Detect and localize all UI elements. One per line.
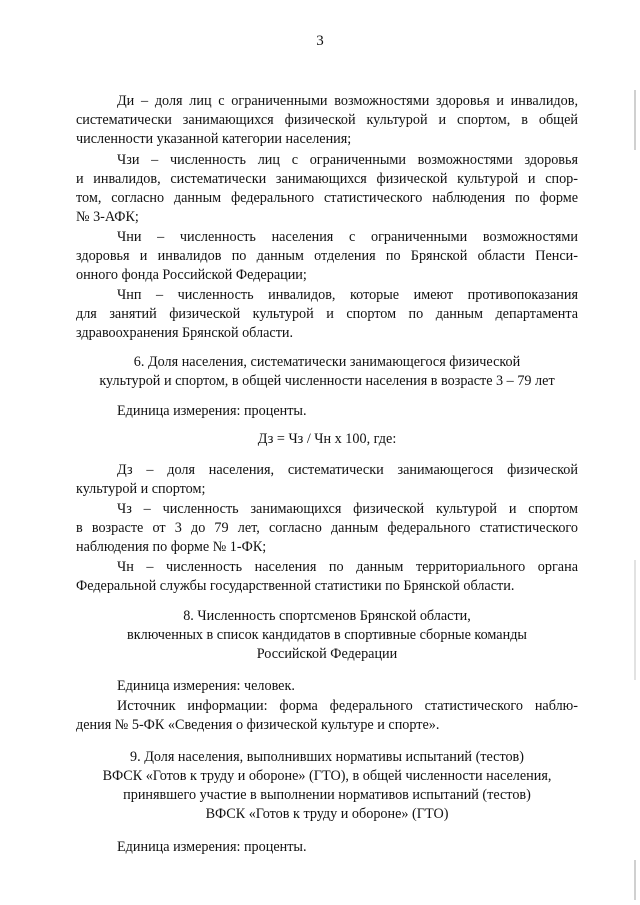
definition-di-line-2: систематически занимающихся физической культурой и спортом, в общей — [76, 112, 578, 128]
definition-chz-line-1: Чз – численность занимающихся физической культурой и спортом — [117, 501, 578, 517]
section-8-unit: Единица измерения: человек. — [117, 678, 295, 694]
page-number: 3 — [316, 33, 324, 49]
definition-chni-line-2: здоровья и инвалидов по данным отделения по Брянской области Пенси- — [76, 248, 578, 264]
section-9-heading-line-1: 9. Доля населения, выполнивших нормативы испытаний (тестов) — [130, 749, 524, 765]
scan-edge-mark — [634, 90, 636, 150]
definition-chz-line-2: в возрасте от 3 до 79 лет, согласно данным федерального статистического — [76, 520, 578, 536]
definition-chni-line-3: онного фонда Российской Федерации; — [76, 267, 307, 283]
definition-chni-line-1: Чни – численность населения с ограниченными возможностями — [117, 229, 578, 245]
scan-edge-mark — [634, 860, 636, 900]
definition-di-line-1: Ди – доля лиц с ограниченными возможностями здоровья и инвалидов, — [117, 93, 578, 109]
definition-chzi-line-3: том, согласно данным федерального статистического наблюдения по форме — [76, 190, 578, 206]
definition-chnp-line-2: для занятий физической культурой и спортом по данным департамента — [76, 306, 578, 322]
section-9-heading-line-3: принявшего участие в выполнении нормативов испытаний (тестов) — [123, 787, 531, 803]
section-6-heading-line-1: 6. Доля населения, систематически занимающегося физической — [133, 354, 521, 370]
definition-chzi-line-2: и инвалидов, систематически занимающихся физической культурой и спор- — [76, 171, 578, 187]
section-9-heading-line-4: ВФСК «Готов к труду и обороне» (ГТО) — [205, 806, 449, 822]
definition-chnp-line-1: Чнп – численность инвалидов, которые имеют противопоказания — [117, 287, 578, 303]
scan-edge-mark — [634, 560, 636, 680]
section-9-heading-line-2: ВФСК «Готов к труду и обороне» (ГТО), в общей численности населения, — [102, 768, 552, 784]
definition-chzi-line-4: № 3-АФК; — [76, 209, 139, 225]
definition-dz-line-1: Дз – доля населения, систематически занимающегося физической — [117, 462, 578, 478]
definition-dz-line-2: культурой и спортом; — [76, 481, 206, 497]
section-6-formula: Дз = Чз / Чн х 100, где: — [257, 431, 397, 447]
section-9-unit: Единица измерения: проценты. — [117, 839, 307, 855]
section-8-heading-line-2: включенных в список кандидатов в спортивные сборные команды — [127, 627, 527, 643]
definition-chn-line-2: Федеральной службы государственной статистики по Брянской области. — [76, 578, 515, 594]
section-8-heading-line-3: Российской Федерации — [256, 646, 398, 662]
section-8-heading-line-1: 8. Численность спортсменов Брянской области, — [183, 608, 471, 624]
section-6-unit: Единица измерения: проценты. — [117, 403, 307, 419]
section-8-source-line-2: дения № 5-ФК «Сведения о физической культуре и спорте». — [76, 717, 440, 733]
definition-di-line-3: численности указанной категории населения; — [76, 131, 352, 147]
definition-chnp-line-3: здравоохранения Брянской области. — [76, 325, 294, 341]
definition-chn-line-1: Чн – численность населения по данным территориального органа — [117, 559, 578, 575]
definition-chz-line-3: наблюдения по форме № 1-ФК; — [76, 539, 267, 555]
definition-chzi-line-1: Чзи – численность лиц с ограниченными возможностями здоровья — [117, 152, 578, 168]
section-8-source-line-1: Источник информации: форма федерального статистического наблю- — [117, 698, 578, 714]
section-6-heading-line-2: культурой и спортом, в общей численности населения в возрасте 3 – 79 лет — [99, 373, 555, 389]
